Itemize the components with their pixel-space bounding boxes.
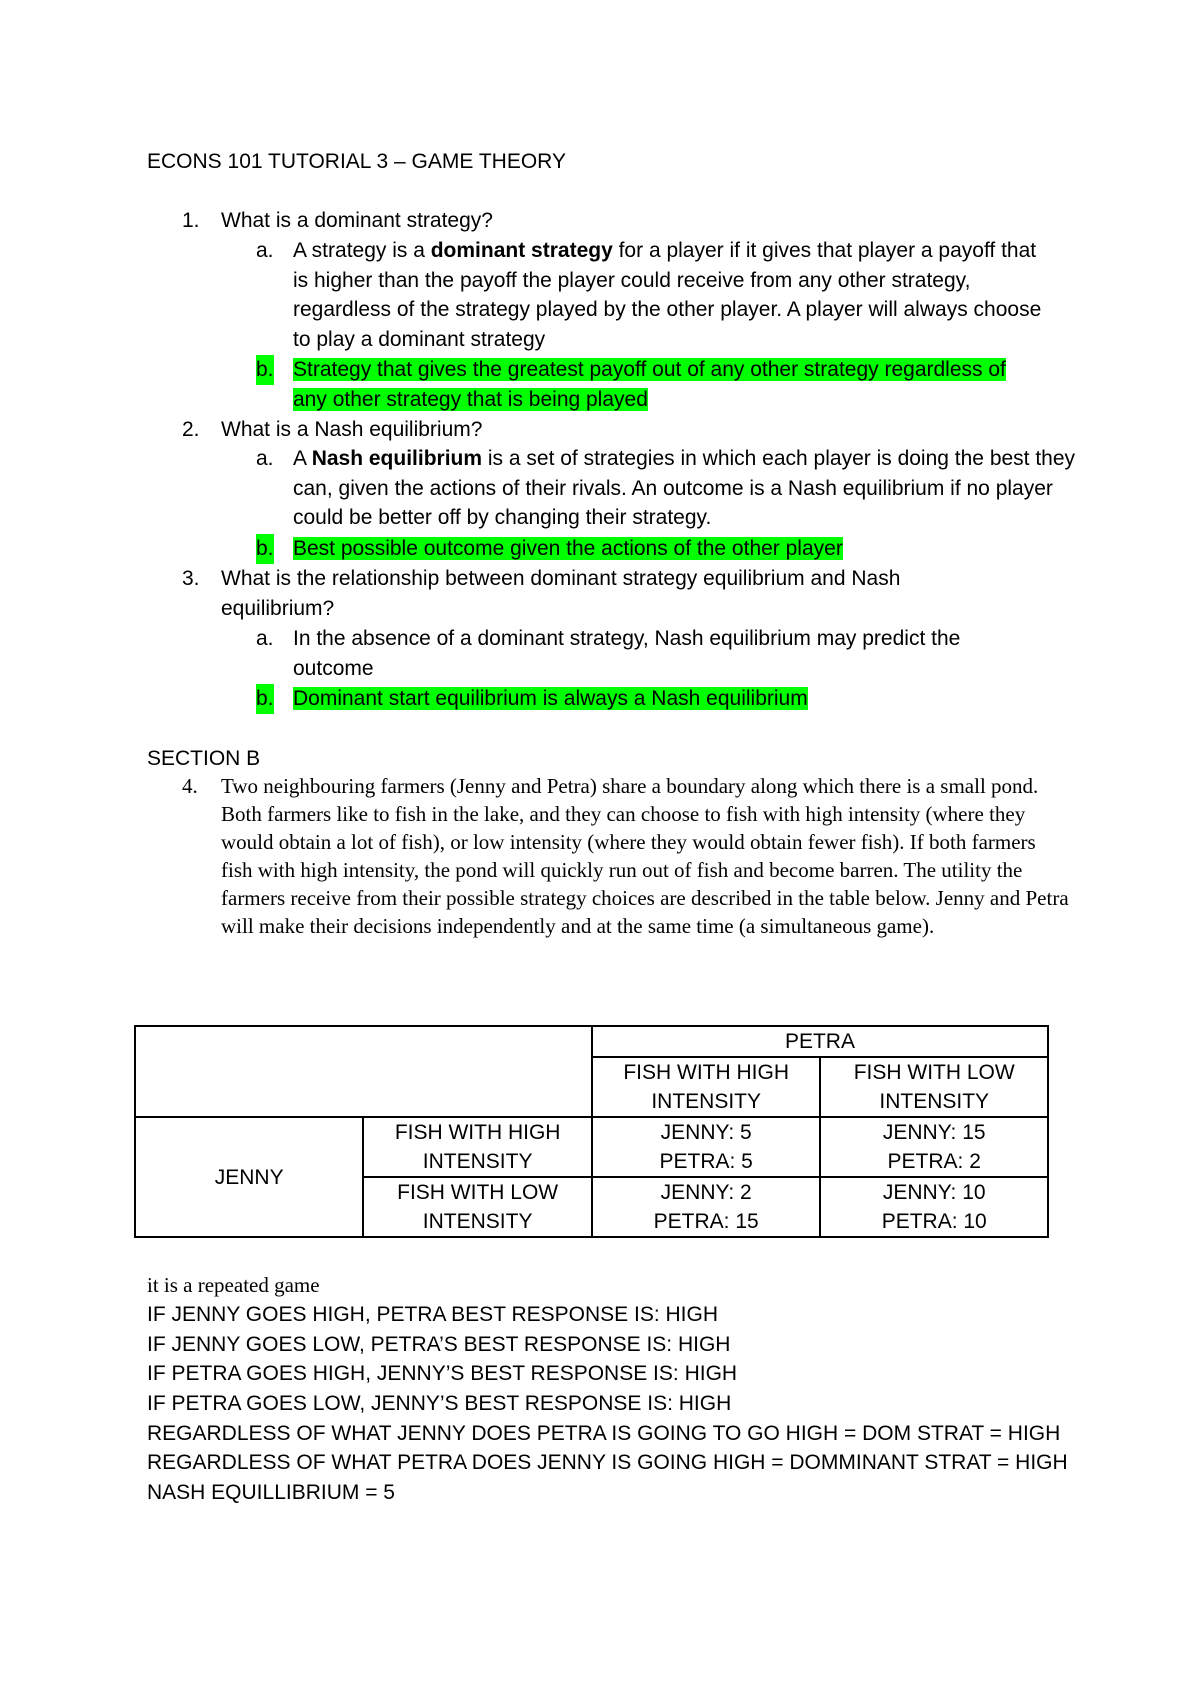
answer-text-line-1: In the absence of a dominant strategy, Nash equilibrium may predict the: [293, 627, 961, 650]
answer-text-highlighted: [293, 684, 1083, 714]
answer-line-7: NASH EQUILLIBRIUM = 5: [147, 1481, 395, 1504]
answer-bold-term: Nash equilibrium: [311, 447, 483, 470]
row-header-low: [363, 1177, 592, 1237]
answer-letter: b.: [256, 355, 274, 385]
question-text: What is a Nash equilibrium?: [221, 418, 483, 441]
row-header-low-line-2: INTENSITY: [422, 1210, 533, 1233]
answer-bold-term: dominant strategy: [430, 239, 613, 262]
highlight-line-2: any other strategy that is being played: [293, 387, 648, 411]
answer-letter: b.: [256, 684, 274, 714]
highlight-line-1: Dominant start equilibrium is always a Nash equilibrium: [293, 687, 808, 710]
answer-line-5: REGARDLESS OF WHAT JENNY DOES PETRA IS GOING TO GO HIGH = DOM STRAT = HIGH: [147, 1422, 1061, 1445]
answer-line-3: IF PETRA GOES HIGH, JENNY’S BEST RESPONSE IS: HIGH: [147, 1362, 738, 1385]
payoff-petra: PETRA: 15: [653, 1210, 759, 1233]
question-number: 3.: [182, 567, 200, 590]
payoff-jenny: JENNY: 5: [660, 1121, 752, 1144]
row-header-high: [363, 1117, 592, 1177]
payoff-petra: PETRA: 2: [887, 1150, 981, 1173]
answer-letter: a.: [256, 239, 274, 262]
question-number: 2.: [182, 418, 200, 441]
payoff-jenny: JENNY: 10: [882, 1181, 986, 1204]
answer-letter: a.: [256, 447, 274, 470]
row-header-low-line-1: FISH WITH LOW: [397, 1181, 559, 1204]
question-text: What is a dominant strategy?: [221, 209, 493, 232]
column-header-low-line-1: FISH WITH LOW: [853, 1061, 1015, 1084]
section-heading: SECTION B: [147, 747, 261, 770]
answer-text-highlighted: [293, 355, 1083, 414]
column-header-high-line-2: INTENSITY: [651, 1090, 762, 1113]
answer-text: [293, 444, 1083, 533]
payoff-cell-low-low: [820, 1177, 1048, 1237]
answer-line-2: IF JENNY GOES LOW, PETRA’S BEST RESPONSE IS: HIGH: [147, 1333, 731, 1356]
question-number: 1.: [182, 209, 200, 232]
answer-text-line-2: outcome: [293, 656, 374, 680]
answer-text-post: is a set of strategies in which each player is doing the best they can, given the actions of their rivals. An outcome is a Nash equilibrium if no player could be better off by changing their strategy.: [293, 447, 1076, 530]
answer-letter: a.: [256, 627, 274, 650]
row-header-high-line-1: FISH WITH HIGH: [394, 1121, 561, 1144]
column-player-label: PETRA: [592, 1026, 1048, 1057]
row-header-high-line-2: INTENSITY: [422, 1150, 533, 1173]
payoff-matrix: [134, 1025, 1049, 1238]
payoff-cell-low-high: [592, 1177, 821, 1237]
answer-line-1: IF JENNY GOES HIGH, PETRA BEST RESPONSE IS: HIGH: [147, 1303, 719, 1326]
question-text-line-2: equilibrium?: [221, 596, 335, 620]
question-number: 4.: [182, 774, 198, 798]
answer-text-post: for a player if it gives that player a payoff that is higher than the payoff the player could receive from any other strategy, regardless of the strategy played by the other player. A player will always choose to play a dominant strategy: [293, 239, 1042, 351]
payoff-cell-high-high: [592, 1117, 821, 1177]
answer-text: [293, 624, 1083, 683]
answer-line-6: REGARDLESS OF WHAT PETRA DOES JENNY IS GOING HIGH = DOMMINANT STRAT = HIGH: [147, 1451, 1068, 1474]
question-text-line-1: What is the relationship between dominant strategy equilibrium and Nash: [221, 567, 901, 590]
question-text: [221, 564, 1101, 623]
payoff-cell-high-low: [820, 1117, 1048, 1177]
answer-text-pre: A: [293, 447, 312, 470]
highlight-line-1: Strategy that gives the greatest payoff out of any other strategy regardless of: [293, 358, 1006, 381]
column-header-low-line-2: INTENSITY: [879, 1090, 990, 1113]
column-header-low: [820, 1057, 1048, 1117]
page-title: ECONS 101 TUTORIAL 3 – GAME THEORY: [147, 150, 566, 173]
table-corner-cell: [135, 1026, 592, 1117]
payoff-jenny: JENNY: 15: [882, 1121, 986, 1144]
answer-text-pre: A strategy is a: [293, 239, 431, 262]
payoff-petra: PETRA: 5: [659, 1150, 753, 1173]
answer-letter: b.: [256, 534, 274, 564]
answer-text: [293, 236, 1053, 354]
column-header-high-line-1: FISH WITH HIGH: [623, 1061, 789, 1084]
column-header-high: [592, 1057, 821, 1117]
question-4-text: Two neighbouring farmers (Jenny and Petra) share a boundary along which there is a small pond. Both farmers like to fish in the lake, and they can choose to fish with high intensity (where they would obtain a lot of fish), or low intensity (where they would obtain fewer fish). If both farmers fish with high intensity, the pond will quickly run out of fish and become barren. The utility the farmers receive from their possible strategy choices are described in the table below. Jenny and Petra will make their decisions independently and at the same time (a simultaneous game).: [221, 774, 1069, 938]
payoff-petra: PETRA: 10: [881, 1210, 987, 1233]
row-player-label: JENNY: [135, 1117, 363, 1237]
repeated-game-note: it is a repeated game: [147, 1273, 320, 1297]
payoff-jenny: JENNY: 2: [660, 1181, 752, 1204]
answer-line-4: IF PETRA GOES LOW, JENNY’S BEST RESPONSE IS: HIGH: [147, 1392, 732, 1415]
answer-text-highlighted: [293, 534, 1083, 564]
highlight-line-1: Best possible outcome given the actions of the other player: [293, 537, 843, 560]
